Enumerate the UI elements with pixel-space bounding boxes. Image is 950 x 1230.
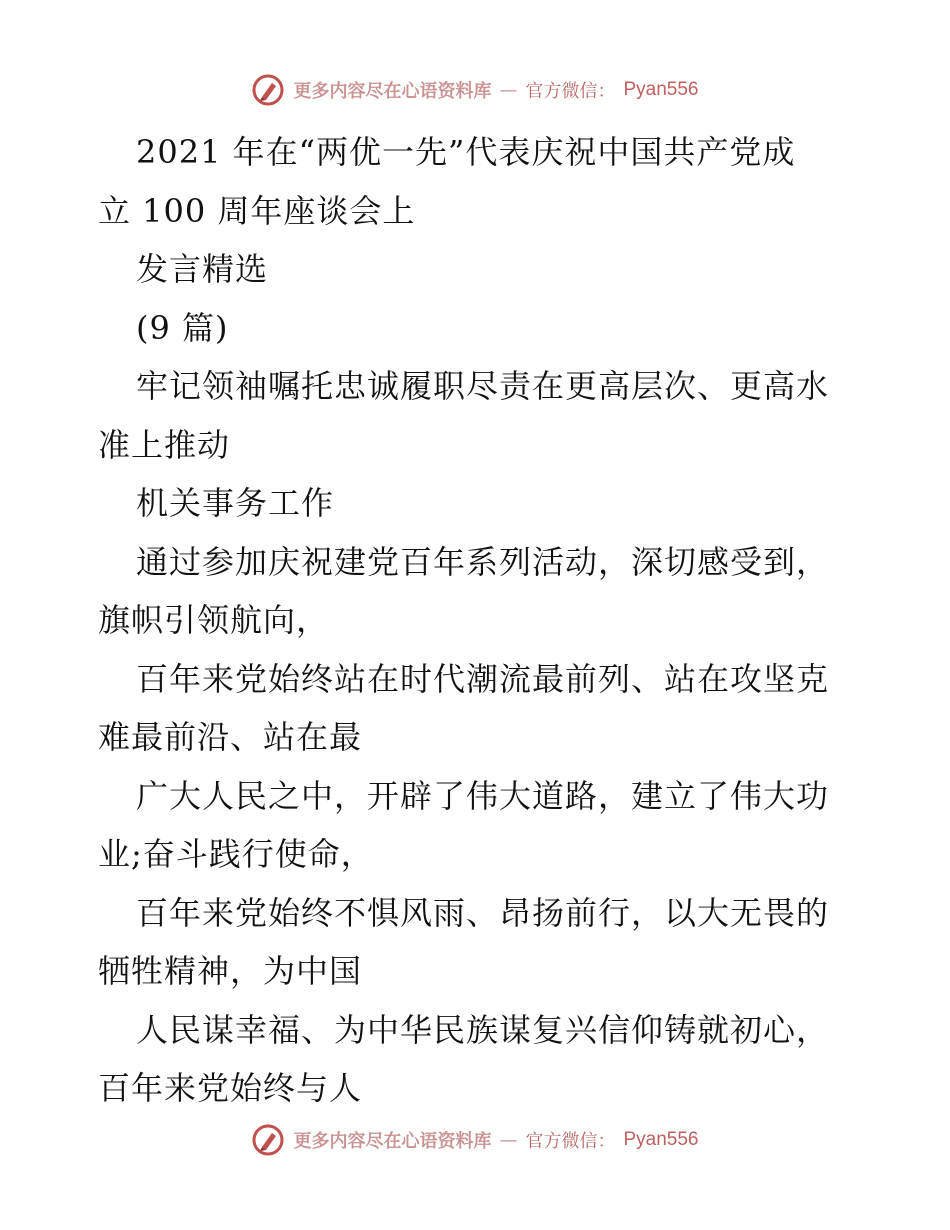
doc-line: 百年来党始终不惧风雨、昂扬前行，以大无畏的 xyxy=(136,893,830,932)
doc-line: 百年来党始终站在时代潮流最前列、站在攻坚克 xyxy=(136,659,830,698)
banner-wechat-id: Pyan556 xyxy=(623,79,699,100)
doc-line: 2021 年在“两优一先”代表庆祝中国共产党成 xyxy=(136,133,796,171)
banner-separator: — xyxy=(499,79,518,101)
doc-line: 广大人民之中，开辟了伟大道路，建立了伟大功 xyxy=(136,776,830,815)
doc-line: 通过参加庆祝建党百年系列活动，深切感受到， xyxy=(136,542,830,581)
banner-wechat-label: 官方微信： xyxy=(525,1131,616,1152)
doc-line: 旗帜引领航向， xyxy=(98,601,330,639)
doc-line: 牢记领袖嘱托忠诚履职尽责在更高层次、更高水 xyxy=(136,367,830,405)
doc-line: (9 篇) xyxy=(136,308,229,347)
banner-title: 更多内容尽在心语资料库 xyxy=(293,81,492,102)
doc-line: 立 100 周年座谈会上 xyxy=(98,191,416,230)
footer-banner xyxy=(0,1120,950,1160)
doc-line: 发言精选 xyxy=(136,250,269,288)
banner-wechat-label: 官方微信： xyxy=(525,81,616,102)
document-body xyxy=(98,123,858,1118)
banner-title: 更多内容尽在心语资料库 xyxy=(293,1131,492,1152)
doc-line: 机关事务工作 xyxy=(136,484,335,522)
doc-line: 人民谋幸福、为中华民族谋复兴信仰铸就初心， xyxy=(136,1010,830,1049)
doc-line: 准上推动 xyxy=(98,425,231,464)
doc-line: 难最前沿、站在最 xyxy=(98,718,363,756)
pen-nib-icon xyxy=(251,73,285,107)
pen-nib-icon xyxy=(251,1123,285,1157)
doc-line: 业;奋斗践行使命， xyxy=(98,835,374,873)
banner-wechat-id: Pyan556 xyxy=(623,1129,699,1150)
doc-line: 百年来党始终与人 xyxy=(98,1069,363,1107)
header-banner xyxy=(0,70,950,110)
banner-separator: — xyxy=(499,1129,518,1151)
doc-line: 牺牲精神，为中国 xyxy=(98,952,363,990)
